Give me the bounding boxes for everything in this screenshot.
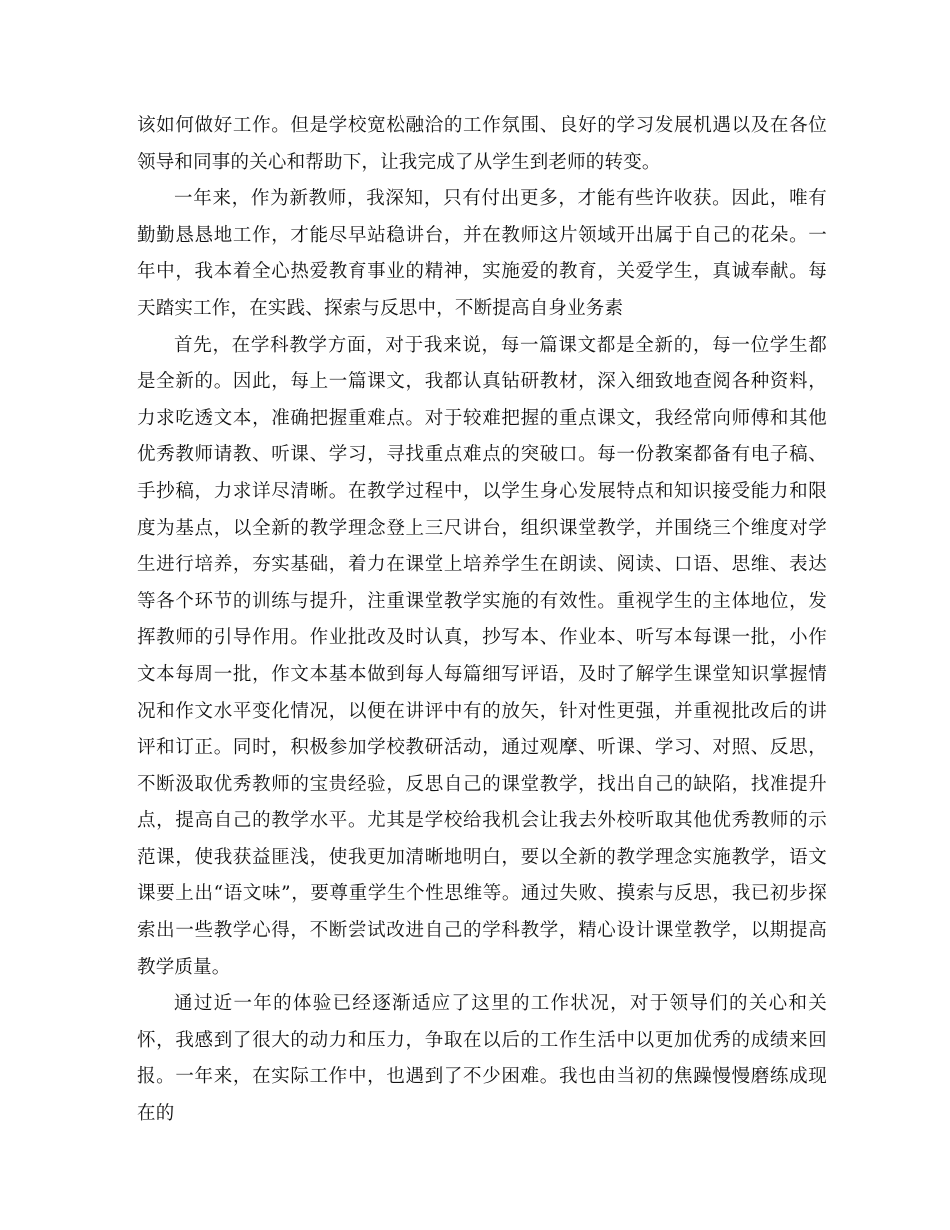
document-body [137, 108, 827, 1133]
paragraph-3: 首先，在学科教学方面，对于我来说，每一篇课文都是全新的，每一位学生都是全新的。因此，每上一篇课文，我都认真钻研教材，深入细致地查阅各种资料，力求吃透文本，准确把握重难点。对于较难把握的重点课文，我经常向师傅和其他优秀教师请教、听课、学习，寻找重点难点的突破口。每一份教案都备有电子稿、手抄稿，力求详尽清晰。在教学过程中，以学生身心发展特点和知识接受能力和限度为基点，以全新的教学理念登上三尺讲台，组织课堂教学，并围绕三个维度对学生进行培养，夯实基础，着力在课堂上培养学生在朗读、阅读、口语、思维、表达等各个环节的训练与提升，注重课堂教学实施的有效性。重视学生的主体地位，发挥教师的引导作用。作业批改及时认真，抄写本、作业本、听写本每课一批，小作文本每周一批，作文本基本做到每人每篇细写评语，及时了解学生课堂知识掌握情况和作文水平变化情况，以便在讲评中有的放矢，针对性更强，并重视批改后的讲评和订正。同时，积极参加学校教研活动，通过观摩、听课、学习、对照、反思，不断汲取优秀教师的宝贵经验，反思自己的课堂教学，找出自己的缺陷，找准提升点，提高自己的教学水平。尤其是学校给我机会让我去外校听取其他优秀教师的示范课，使我获益匪浅，使我更加清晰地明白，要以全新的教学理念实施教学，语文课要上出“语文味”，要尊重学生个性思维等。通过失败、摸索与反思，我已初步探索出一些教学心得，不断尝试改进自己的学科教学，精心设计课堂教学，以期提高教学质量。 [137, 334, 827, 978]
paragraph-4: 通过近一年的体验已经逐渐适应了这里的工作状况，对于领导们的关心和关怀，我感到了很大的动力和压力，争取在以后的工作生活中以更加优秀的成绩来回报。一年来，在实际工作中，也遇到了不少困难。我也由当初的焦躁慢慢磨练成现在的 [137, 993, 827, 1125]
paragraph-2: 一年来，作为新教师，我深知，只有付出更多，才能有些许收获。因此，唯有勤勤恳恳地工作，才能尽早站稳讲台，并在教师这片领域开出属于自己的花朵。一年中，我本着全心热爱教育事业的精神，实施爱的教育，关爱学生，真诚奉献。每天踏实工作，在实践、探索与反思中，不断提高自身业务素 [137, 188, 827, 319]
paragraph-1: 该如何做好工作。但是学校宽松融洽的工作氛围、良好的学习发展机遇以及在各位领导和同事的关心和帮助下，让我完成了从学生到老师的转变。 [137, 115, 827, 173]
